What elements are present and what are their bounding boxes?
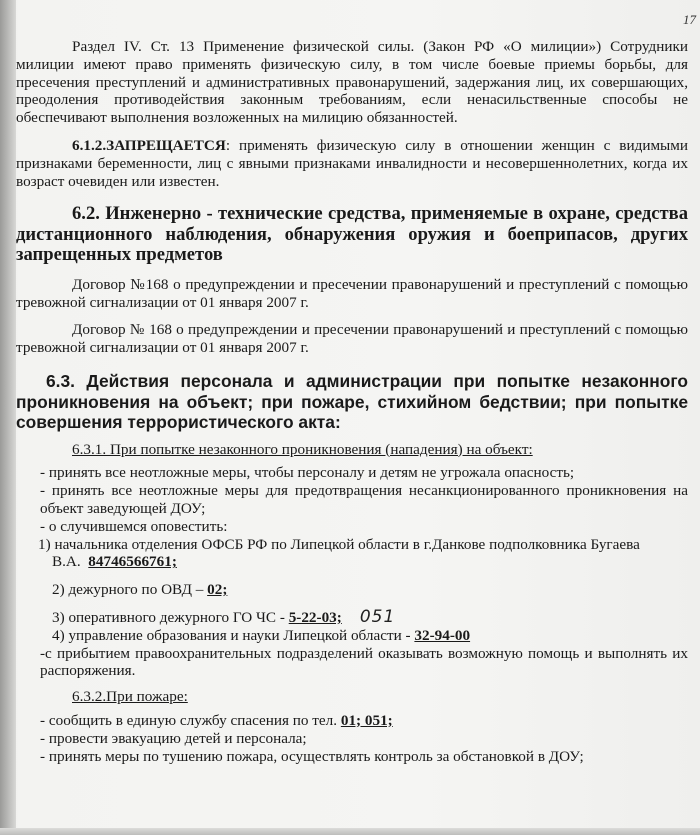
handwritten-note: 051 [359,606,396,627]
list-item: - принять все неотложные меры для предотвращения несанкционированного проникновения на объект заведующей ДОУ; [40,482,688,517]
contact-1-text: 1) начальника отделения ОФСБ РФ по Липецкой области в г.Данкове подполковника Бугаева В.А. [38,535,640,571]
section-6-2-heading: 6.2. Инженерно - технические средства, применяемые в охране, средства дистанционного наблюдения, обнаружения оружия и боеприпасов, других запрещенных предметов [16,203,688,266]
contract-paragraph-2: Договор № 168 о предупреждении и пресечении правонарушений и преступлений с помощью тревожной сигнализации от 01 января 2007 г. [16,321,688,357]
page-number: 17 [683,12,696,27]
contact-4-text: 4) управление образования и науки Липецкой области - [52,626,411,644]
intro-paragraph: Раздел IV. Ст. 13 Применение физической силы. (Закон РФ «О милиции») Сотрудники милиции имеют право применять физическую силу, в том числе боевые приемы борьбы, для пресечения преступлений и административных правонарушений, задержания лиц, их совершающих, преодоления противодействия законным требованиям, если ненасильственные способы не обеспечивают выполнения возложенных на милицию обязанностей. [16,38,688,127]
contact-1 [16,536,688,572]
list-item: - принять меры по тушению пожара, осуществлять контроль за обстановкой в ДОУ; [40,747,584,765]
scan-edge-shadow [0,0,16,835]
scan-bottom-edge [0,828,700,835]
contact-2-text: 2) дежурного по ОВД – [52,581,204,599]
list-item: - принять все неотложные меры, чтобы персоналу и детям не угрожала опасность; [40,464,575,482]
contact-3 [16,606,688,627]
fire-item-1-text: - сообщить в единую службу спасения по тел. [40,711,338,729]
list-item: - провести эвакуацию детей и персонала; [40,729,307,747]
list-item: - о случившемся оповестить: [40,517,228,535]
contact-2 [16,581,688,599]
contact-3-phone: 5-22-03; [288,608,342,626]
fire-item-1-phone: 01; 051; [340,711,393,729]
contact-4 [16,627,688,645]
section-6-3-heading: 6.3. Действия персонала и администрации при попытке незаконного проникновения на объект; при пожаре, стихийном бедствии; при попытке совершения террористического акта: [16,371,688,433]
contract-paragraph-1: Договор №168 о предупреждении и пресечении правонарушений и преступлений с помощью тревожной сигнализации от 01 января 2007 г. [16,275,688,311]
document-body [16,38,688,765]
list-item [16,712,688,730]
section-6-3-1-title: 6.3.1. При попытке незаконного проникновения (нападения) на объект: [72,440,533,458]
section-6-1-2-text: : применять физическую силу в отношении женщин с видимыми признаками беременности, лиц с явными признаками инвалидности и несовершеннолетних, когда их возраст очевиден или известен. [16,136,688,190]
contact-1-phone: 84746566761; [88,553,177,571]
contact-2-phone: 02; [207,581,228,599]
section-6-1-2 [16,137,688,190]
section-6-1-2-label: 6.1.2.ЗАПРЕЩАЕТСЯ [72,136,226,154]
contact-4-phone: 32-94-00 [414,626,471,644]
section-6-3-2-title: 6.3.2.При пожаре: [72,688,188,706]
contact-3-text: 3) оперативного дежурного ГО ЧС - [52,608,285,626]
closing-instruction: -с прибытием правоохранительных подразделений оказывать возможную помощь и выполнять их распоряжения. [40,644,688,680]
